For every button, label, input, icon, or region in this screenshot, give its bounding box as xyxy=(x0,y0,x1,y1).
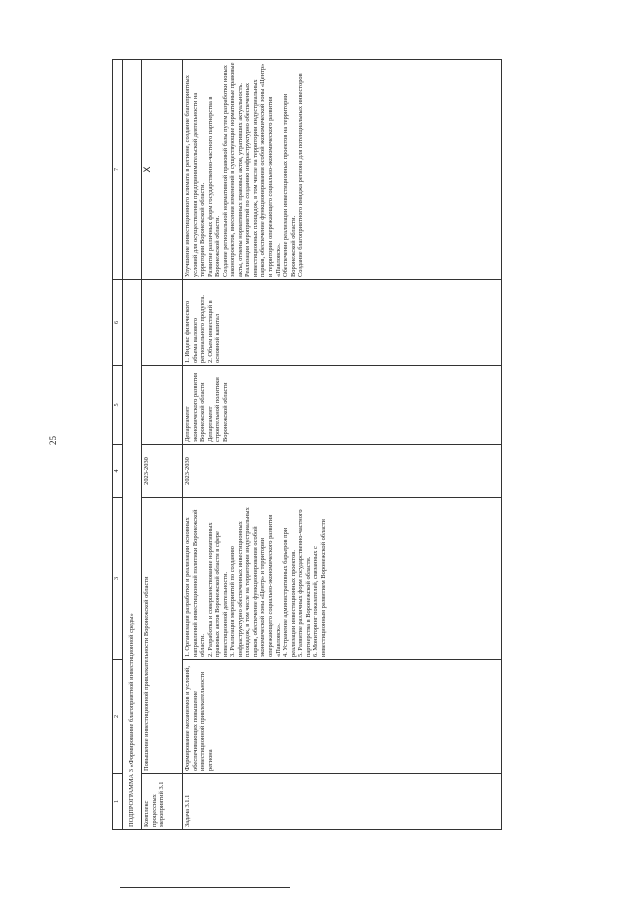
col-number-4: 4 xyxy=(113,445,123,498)
subprogram-empty-cell xyxy=(123,60,142,280)
task-name: Формирование механизмов и условий, обеспечивающих повышение инвестиционной привлекательности региона xyxy=(183,660,502,774)
col-number-6: 6 xyxy=(113,280,123,366)
col-number-2: 2 xyxy=(113,660,123,774)
goal-indicators-empty xyxy=(142,280,183,366)
col-number-3: 3 xyxy=(113,498,123,660)
footnote-separator xyxy=(120,887,290,888)
task-period: 2023-2030 xyxy=(183,445,502,498)
task-executors: Департамент экономического развития Воронежской области Департамент строительной политики Воронежской области xyxy=(183,366,502,445)
goal-row xyxy=(142,60,183,830)
rotated-table-block xyxy=(112,60,502,830)
goal-text: Повышение инвестиционной привлекательности Воронежской области xyxy=(142,498,183,774)
task-row xyxy=(183,60,502,830)
task-label: Задача 3.1.1 xyxy=(183,774,502,830)
page-number: 25 xyxy=(48,436,58,445)
goal-x-mark: Х xyxy=(142,60,183,280)
goal-period: 2023-2030 xyxy=(142,445,183,498)
col-number-5: 5 xyxy=(113,366,123,445)
task-results: Улучшение инвестиционного климата в регионе, создание благоприятных условий для осуществления предпринимательской деятельности на территории Воронежской области. Развитие различных форм государственно-частного партнерства в Воронежской области. Создание региональной нормативной правовой базы путем разработки новых законопроектов, внесения изменений в существующие нормативные правовые акты, отмены нормативных правовых актов, утративших актуальность. Реализация мероприятий по созданию инфраструктурно обеспеченных инвестиционных площадок, в том числе на территории индустриальных парков, обеспечение функционирования особой экономической зоны «Центр» и территории опережающего социально-экономического развития «Павловск». Обеспечение реализации инвестиционных проектов на территории Воронежской области. Создание благоприятного имиджа региона для потенциальных инвесторов xyxy=(183,60,502,280)
goal-label: Комплекс процессных мероприятий 3.1 xyxy=(142,774,183,830)
col-number-1: 1 xyxy=(113,774,123,830)
subprogram-row xyxy=(123,60,142,830)
task-measures: 1. Организация разработки и реализации основных направлений инвестиционной политики Воронежской области. 2. Разработка и совершенствование нормативных правовых актов Воронежской области в сфере инвестиционной деятельности. 3. Реализация мероприятий по созданию инфраструктурно обеспеченных инвестиционных площадок, в том числе на территории индустриальных парков, обеспечение функционирования особой экономической зоны «Центр» и территории опережающего социально-экономического развития «Павловск». 4. Устранение административных барьеров при реализации инвестиционных проектов. 5. Развитие различных форм государственно-частного партнерства в Воронежской области. 6. Мониторинг показателей, связанных с инвестиционным развитием Воронежской области xyxy=(183,498,502,660)
col-number-7: 7 xyxy=(113,60,123,280)
task-indicators: 1. Индекс физического объема валового регионального продукта. 2. Объем инвестиций в основной капитал xyxy=(183,280,502,366)
header-row xyxy=(113,60,123,830)
goal-executors-empty xyxy=(142,366,183,445)
program-table xyxy=(112,59,502,830)
subprogram-title: ПОДПРОГРАММА 3 «Формирование благоприятной инвестиционной среды» xyxy=(123,280,142,830)
